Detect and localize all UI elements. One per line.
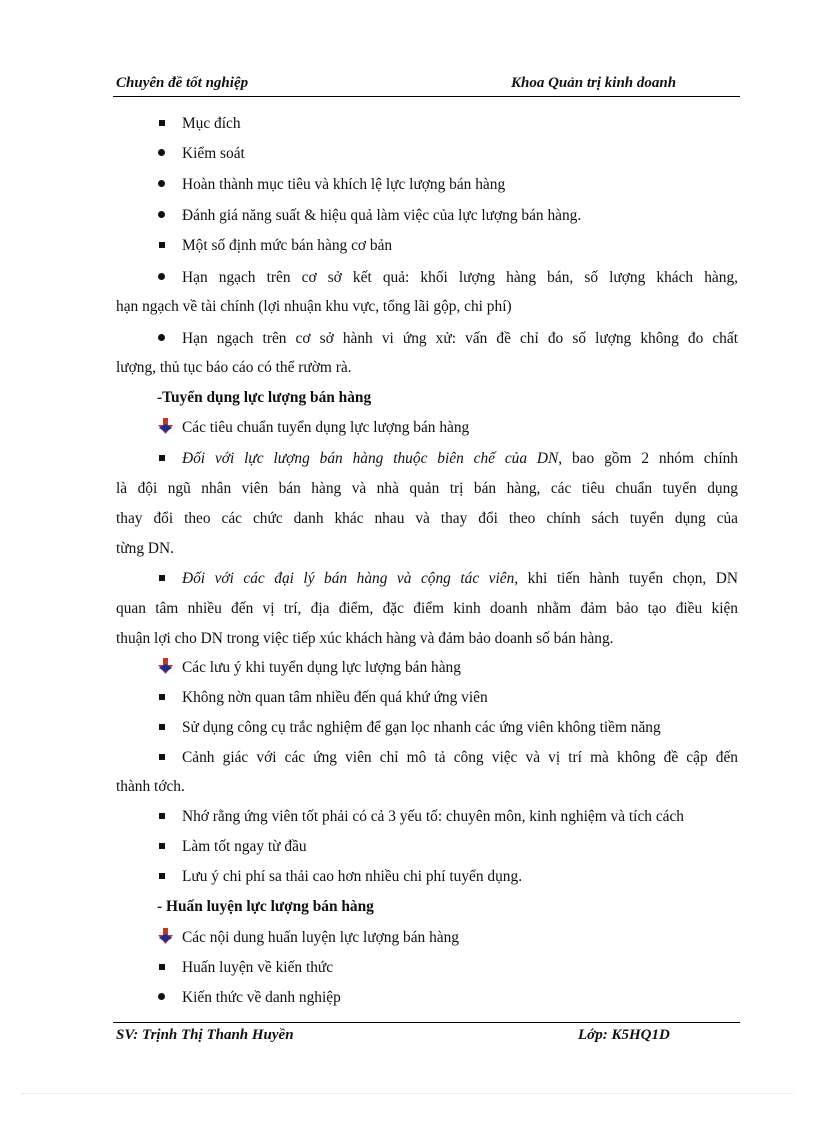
arrow-bullet-icon [157,418,182,439]
list-item: Hạn ngạch trên cơ sở hành vi ứng xử: vấn đề chỉ đo số lượng không đo chất [157,329,738,349]
round-bullet-icon [157,329,182,349]
list-item: Nhớ rằng ứng viên tốt phải có cả 3 yếu tố: chuyên môn, kinh nghiệm và tích cách [157,807,738,827]
header-rule [113,96,740,97]
list-item: Đối với lực lượng bán hàng thuộc biên chế của DN, bao gồm 2 nhóm chính [157,449,738,469]
list-item: Kiến thức về danh nghiệp [157,988,738,1008]
square-bullet-icon [157,114,182,134]
square-bullet-icon [157,837,182,857]
list-item: Đối với các đại lý bán hàng và cộng tác viên, khi tiến hành tuyển chọn, DN [157,569,738,589]
footer-student-name: SV: Trịnh Thị Thanh Huyền [116,1027,294,1043]
list-item: Huấn luyện về kiến thức [157,958,738,978]
square-bullet-icon [157,807,182,827]
footer-class-code: Lớp: K5HQ1D [578,1027,670,1043]
list-item: Hạn ngạch trên cơ sở kết quả: khối lượng hàng bán, số lượng khách hàng, [157,268,738,288]
list-item: Các nội dung huấn luyện lực lượng bán hàng [157,928,738,949]
section-heading: -Tuyển dụng lực lượng bán hàng [157,389,372,406]
list-item: Lưu ý chi phí sa thải cao hơn nhiều chi phí tuyển dụng. [157,867,738,887]
square-bullet-icon [157,718,182,738]
list-item: Các lưu ý khi tuyển dụng lực lượng bán hàng [157,658,738,679]
round-bullet-icon [157,268,182,288]
list-item: Đánh giá năng suất & hiệu quả làm việc của lực lượng bán hàng. [157,206,738,226]
list-item: Cảnh giác với các ứng viên chỉ mô tả công việc và vị trí mà không đề cập đến [157,748,738,768]
square-bullet-icon [157,867,182,887]
paragraph-line: thành tớch. [116,778,185,795]
list-item: Làm tốt ngay từ đầu [157,837,738,857]
list-item: Mục đích [157,114,738,134]
round-bullet-icon [157,175,182,195]
list-item: Sử dụng công cụ trắc nghiệm để gạn lọc nhanh các ứng viên không tiềm năng [157,718,738,738]
arrow-bullet-icon [157,928,182,949]
paragraph-line: thuận lợi cho DN trong việc tiếp xúc khách hàng và đảm bảo doanh số bán hàng. [116,630,614,647]
list-item: Kiểm soát [157,144,738,164]
list-item: Một số định mức bán hàng cơ bản [157,236,738,256]
header-left-title: Chuyên đề tốt nghiệp [116,75,249,91]
list-item: Không nờn quan tâm nhiều đến quá khứ ứng viên [157,688,738,708]
paragraph-line: quan tâm nhiều đến vị trí, địa điểm, đặc điểm kinh doanh nhằm đảm bảo tạo điều kiện [116,600,738,617]
square-bullet-icon [157,449,182,469]
square-bullet-icon [157,236,182,256]
paragraph-line: là đội ngũ nhân viên bán hàng và nhà quản trị bán hàng, các tiêu chuẩn tuyển dụng [116,480,738,497]
paragraph-line: thay đổi theo các chức danh khác nhau và thay đổi theo chính sách tuyển dụng của [116,510,738,527]
square-bullet-icon [157,748,182,768]
list-item: Các tiêu chuẩn tuyển dụng lực lượng bán hàng [157,418,738,439]
header-right-title: Khoa Quản trị kinh doanh [511,75,677,91]
round-bullet-icon [157,988,182,1008]
arrow-bullet-icon [157,658,182,679]
square-bullet-icon [157,958,182,978]
section-heading: - Huấn luyện lực lượng bán hàng [157,898,374,915]
round-bullet-icon [157,144,182,164]
square-bullet-icon [157,569,182,589]
paragraph-line: lượng, thủ tục báo cáo có thể rườm rà. [116,359,352,376]
paragraph-line: từng DN. [116,540,174,557]
page-edge-dotted-line [22,1093,794,1094]
footer-rule [113,1022,740,1023]
square-bullet-icon [157,688,182,708]
paragraph-line: hạn ngạch về tài chính (lợi nhuận khu vực, tổng lãi gộp, chi phí) [116,298,512,315]
list-item: Hoàn thành mục tiêu và khích lệ lực lượng bán hàng [157,175,738,195]
round-bullet-icon [157,206,182,226]
